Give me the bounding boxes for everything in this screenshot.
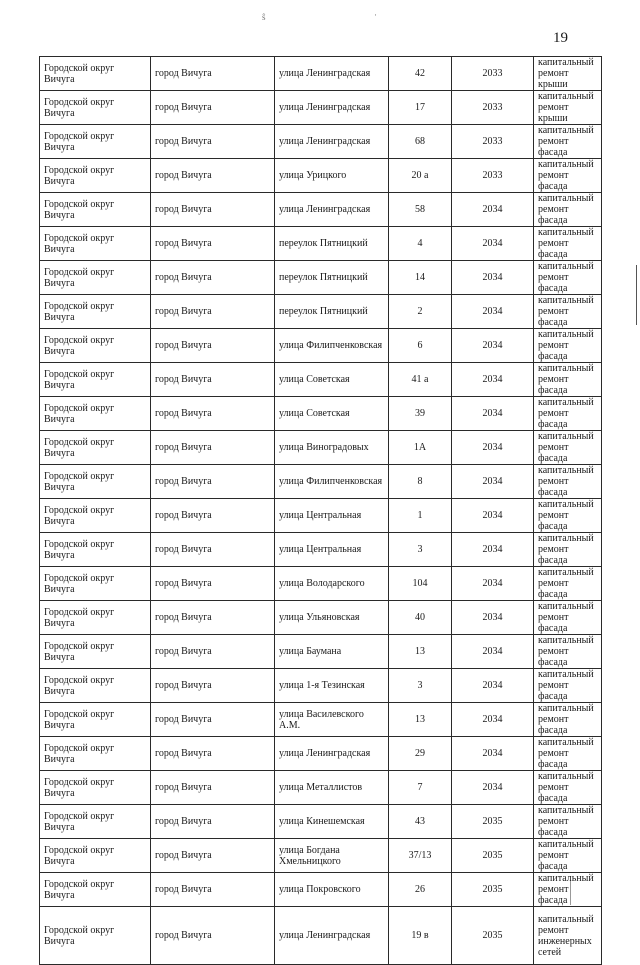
city-cell: город Вичуга [151, 805, 275, 839]
district-cell: Городской округ Вичуга [40, 431, 151, 465]
city-cell: город Вичуга [151, 669, 275, 703]
house-number-cell: 4 [389, 227, 452, 261]
work-type-cell: капитальный ремонт фасада [534, 805, 602, 839]
work-type-cell: капитальный ремонт фасада [534, 329, 602, 363]
city-cell: город Вичуга [151, 125, 275, 159]
work-type-cell: капитальный ремонт фасада [534, 635, 602, 669]
city-cell: город Вичуга [151, 193, 275, 227]
street-cell: улица Богдана Хмельницкого [275, 839, 389, 873]
street-cell: улица Урицкого [275, 159, 389, 193]
table-row [40, 431, 602, 465]
work-type-cell: капитальный ремонт фасада [534, 703, 602, 737]
house-number-cell: 3 [389, 533, 452, 567]
district-cell: Городской округ Вичуга [40, 533, 151, 567]
street-cell: улица Володарского [275, 567, 389, 601]
street-cell: улица Центральная [275, 533, 389, 567]
work-type-cell: капитальный ремонт фасада [534, 873, 602, 907]
table-row [40, 669, 602, 703]
street-cell: переулок Пятницкий [275, 227, 389, 261]
work-type-cell: капитальный ремонт фасада [534, 363, 602, 397]
house-number-cell: 42 [389, 57, 452, 91]
work-type-cell: капитальный ремонт фасада [534, 499, 602, 533]
table-row [40, 57, 602, 91]
district-cell: Городской округ Вичуга [40, 295, 151, 329]
city-cell: город Вичуга [151, 737, 275, 771]
street-cell: улица Покровского [275, 873, 389, 907]
year-cell: 2033 [452, 125, 534, 159]
year-cell: 2033 [452, 91, 534, 125]
district-cell: Городской округ Вичуга [40, 499, 151, 533]
district-cell: Городской округ Вичуга [40, 57, 151, 91]
table-row [40, 159, 602, 193]
house-number-cell: 14 [389, 261, 452, 295]
table-row [40, 567, 602, 601]
district-cell: Городской округ Вичуга [40, 329, 151, 363]
house-number-cell: 1 [389, 499, 452, 533]
year-cell: 2034 [452, 363, 534, 397]
city-cell: город Вичуга [151, 465, 275, 499]
street-cell: улица Советская [275, 397, 389, 431]
district-cell: Городской округ Вичуга [40, 703, 151, 737]
house-number-cell: 1А [389, 431, 452, 465]
district-cell: Городской округ Вичуга [40, 193, 151, 227]
city-cell: город Вичуга [151, 601, 275, 635]
year-cell: 2035 [452, 805, 534, 839]
district-cell: Городской округ Вичуга [40, 125, 151, 159]
table-row [40, 771, 602, 805]
work-type-cell: капитальный ремонт инженерных сетей [534, 907, 602, 965]
city-cell: город Вичуга [151, 839, 275, 873]
house-number-cell: 3 [389, 669, 452, 703]
street-cell: улица Ленинградская [275, 737, 389, 771]
table-row [40, 703, 602, 737]
year-cell: 2034 [452, 499, 534, 533]
city-cell: город Вичуга [151, 329, 275, 363]
year-cell: 2034 [452, 533, 534, 567]
work-type-cell: капитальный ремонт фасада [534, 567, 602, 601]
work-type-cell: капитальный ремонт фасада [534, 533, 602, 567]
work-type-cell: капитальный ремонт фасада [534, 839, 602, 873]
work-type-cell: капитальный ремонт фасада [534, 295, 602, 329]
district-cell: Городской округ Вичуга [40, 669, 151, 703]
house-number-cell: 29 [389, 737, 452, 771]
city-cell: город Вичуга [151, 227, 275, 261]
district-cell: Городской округ Вичуга [40, 907, 151, 965]
year-cell: 2034 [452, 261, 534, 295]
table-row [40, 397, 602, 431]
street-cell: улица Ленинградская [275, 907, 389, 965]
city-cell: город Вичуга [151, 261, 275, 295]
table-row [40, 329, 602, 363]
year-cell: 2034 [452, 193, 534, 227]
city-cell: город Вичуга [151, 907, 275, 965]
year-cell: 2034 [452, 295, 534, 329]
street-cell: улица Баумана [275, 635, 389, 669]
work-type-cell: капитальный ремонт крыши [534, 91, 602, 125]
page-number: 19 [553, 30, 568, 46]
table-row [40, 465, 602, 499]
house-number-cell: 41 а [389, 363, 452, 397]
year-cell: 2034 [452, 397, 534, 431]
table-row [40, 91, 602, 125]
year-cell: 2033 [452, 57, 534, 91]
city-cell: город Вичуга [151, 159, 275, 193]
table-row [40, 227, 602, 261]
work-type-cell: капитальный ремонт фасада [534, 669, 602, 703]
street-cell: улица Кинешемская [275, 805, 389, 839]
city-cell: город Вичуга [151, 363, 275, 397]
street-cell: улица Ленинградская [275, 125, 389, 159]
street-cell: улица Филипченковская [275, 465, 389, 499]
year-cell: 2034 [452, 465, 534, 499]
work-type-cell: капитальный ремонт фасада [534, 397, 602, 431]
work-type-cell: капитальный ремонт крыши [534, 57, 602, 91]
work-type-cell: капитальный ремонт фасада [534, 261, 602, 295]
city-cell: город Вичуга [151, 567, 275, 601]
repair-plan-table [39, 56, 602, 965]
district-cell: Городской округ Вичуга [40, 601, 151, 635]
table-row [40, 805, 602, 839]
work-type-cell: капитальный ремонт фасада [534, 159, 602, 193]
table-row [40, 635, 602, 669]
table-row [40, 261, 602, 295]
table-row [40, 193, 602, 227]
house-number-cell: 20 а [389, 159, 452, 193]
district-cell: Городской округ Вичуга [40, 737, 151, 771]
street-cell: переулок Пятницкий [275, 261, 389, 295]
house-number-cell: 17 [389, 91, 452, 125]
table-row [40, 873, 602, 907]
year-cell: 2034 [452, 635, 534, 669]
district-cell: Городской округ Вичуга [40, 635, 151, 669]
year-cell: 2034 [452, 737, 534, 771]
city-cell: город Вичуга [151, 91, 275, 125]
scan-mark-right: · [374, 10, 377, 20]
house-number-cell: 19 в [389, 907, 452, 965]
district-cell: Городской округ Вичуга [40, 159, 151, 193]
year-cell: 2033 [452, 159, 534, 193]
district-cell: Городской округ Вичуга [40, 567, 151, 601]
district-cell: Городской округ Вичуга [40, 805, 151, 839]
year-cell: 2034 [452, 329, 534, 363]
house-number-cell: 8 [389, 465, 452, 499]
table-row [40, 907, 602, 965]
district-cell: Городской округ Вичуга [40, 397, 151, 431]
city-cell: город Вичуга [151, 703, 275, 737]
house-number-cell: 58 [389, 193, 452, 227]
street-cell: улица Виноградовых [275, 431, 389, 465]
city-cell: город Вичуга [151, 771, 275, 805]
house-number-cell: 7 [389, 771, 452, 805]
table-row [40, 839, 602, 873]
table-row [40, 737, 602, 771]
year-cell: 2035 [452, 873, 534, 907]
district-cell: Городской округ Вичуга [40, 771, 151, 805]
city-cell: город Вичуга [151, 635, 275, 669]
district-cell: Городской округ Вичуга [40, 91, 151, 125]
house-number-cell: 26 [389, 873, 452, 907]
district-cell: Городской округ Вичуга [40, 839, 151, 873]
city-cell: город Вичуга [151, 499, 275, 533]
house-number-cell: 39 [389, 397, 452, 431]
house-number-cell: 43 [389, 805, 452, 839]
year-cell: 2034 [452, 771, 534, 805]
work-type-cell: капитальный ремонт фасада [534, 125, 602, 159]
table-row [40, 363, 602, 397]
work-type-cell: капитальный ремонт фасада [534, 737, 602, 771]
house-number-cell: 6 [389, 329, 452, 363]
table-row [40, 125, 602, 159]
table-row [40, 295, 602, 329]
work-type-cell: капитальный ремонт фасада [534, 193, 602, 227]
street-cell: улица 1-я Тезинская [275, 669, 389, 703]
street-cell: улица Ульяновская [275, 601, 389, 635]
house-number-cell: 37/13 [389, 839, 452, 873]
district-cell: Городской округ Вичуга [40, 873, 151, 907]
house-number-cell: 68 [389, 125, 452, 159]
work-type-cell: капитальный ремонт фасада [534, 771, 602, 805]
city-cell: город Вичуга [151, 295, 275, 329]
district-cell: Городской округ Вичуга [40, 227, 151, 261]
street-cell: улица Центральная [275, 499, 389, 533]
table-body [40, 57, 602, 965]
house-number-cell: 2 [389, 295, 452, 329]
city-cell: город Вичуга [151, 397, 275, 431]
house-number-cell: 104 [389, 567, 452, 601]
work-type-cell: капитальный ремонт фасада [534, 227, 602, 261]
street-cell: переулок Пятницкий [275, 295, 389, 329]
year-cell: 2034 [452, 227, 534, 261]
house-number-cell: 13 [389, 703, 452, 737]
street-cell: улица Филипченковская [275, 329, 389, 363]
work-type-cell: капитальный ремонт фасада [534, 431, 602, 465]
year-cell: 2034 [452, 703, 534, 737]
table-row [40, 499, 602, 533]
city-cell: город Вичуга [151, 57, 275, 91]
table-row [40, 533, 602, 567]
city-cell: город Вичуга [151, 533, 275, 567]
street-cell: улица Ленинградская [275, 57, 389, 91]
street-cell: улица Советская [275, 363, 389, 397]
city-cell: город Вичуга [151, 873, 275, 907]
district-cell: Городской округ Вичуга [40, 465, 151, 499]
street-cell: улица Ленинградская [275, 91, 389, 125]
scan-mark-left: ŝ [262, 12, 266, 22]
work-type-cell: капитальный ремонт фасада [534, 465, 602, 499]
year-cell: 2035 [452, 907, 534, 965]
year-cell: 2035 [452, 839, 534, 873]
year-cell: 2034 [452, 431, 534, 465]
house-number-cell: 40 [389, 601, 452, 635]
street-cell: улица Василевского А.М. [275, 703, 389, 737]
street-cell: улица Ленинградская [275, 193, 389, 227]
scan-edge-line [636, 265, 637, 325]
street-cell: улица Металлистов [275, 771, 389, 805]
table-row [40, 601, 602, 635]
district-cell: Городской округ Вичуга [40, 363, 151, 397]
year-cell: 2034 [452, 567, 534, 601]
year-cell: 2034 [452, 669, 534, 703]
district-cell: Городской округ Вичуга [40, 261, 151, 295]
house-number-cell: 13 [389, 635, 452, 669]
year-cell: 2034 [452, 601, 534, 635]
city-cell: город Вичуга [151, 431, 275, 465]
work-type-cell: капитальный ремонт фасада [534, 601, 602, 635]
